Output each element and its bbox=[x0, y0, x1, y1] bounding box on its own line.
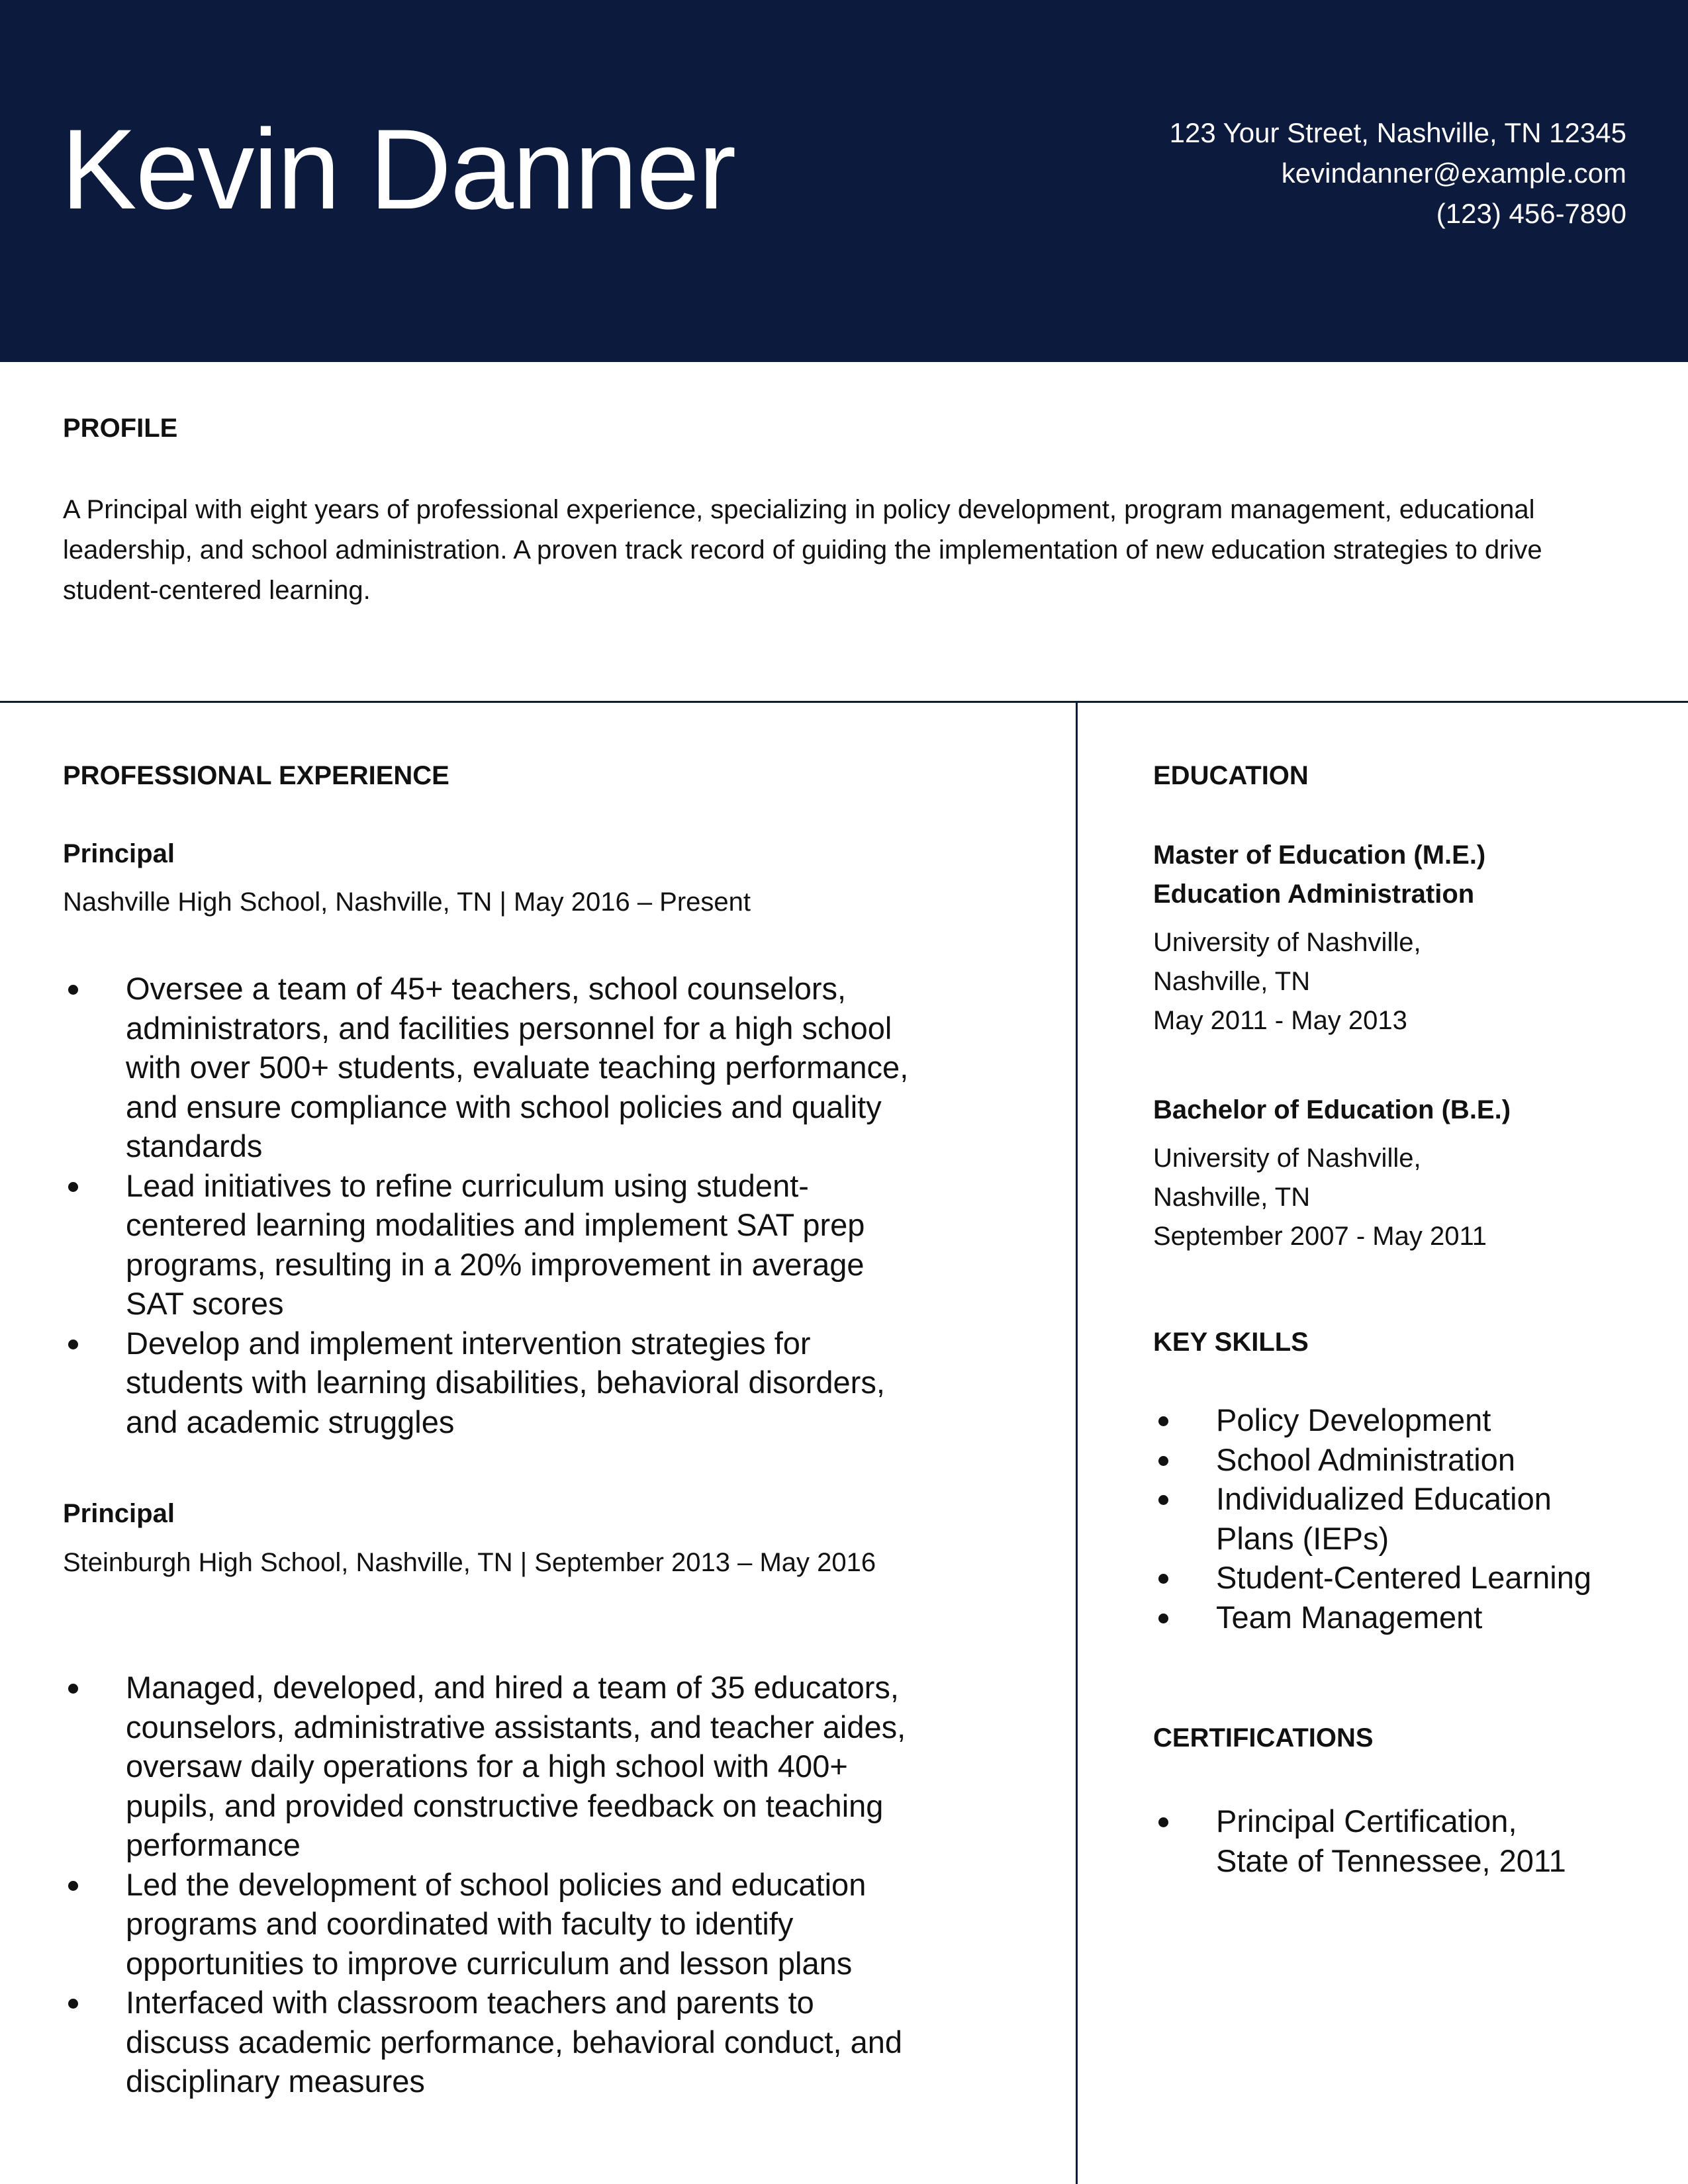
profile-text: A Principal with eight years of professional experience, specializing in policy development, program management, educational leadership, and school administration. A proven track record of guiding the implementation of new education strategies to drive student-centered learning. bbox=[63, 495, 1542, 605]
list-item: Interfaced with classroom teachers and parents to discuss academic performance, behavioral conduct, and disciplinary measures bbox=[63, 1983, 917, 2101]
certifications-heading: CERTIFICATIONS bbox=[1153, 1723, 1374, 1752]
degree-title: Master of Education (M.E.) bbox=[1153, 841, 1486, 870]
degree-school: University of Nashville, bbox=[1153, 928, 1421, 957]
phone: (123) 456-7890 bbox=[1436, 198, 1626, 229]
degree-location: Nashville, TN bbox=[1153, 1183, 1311, 1212]
degree-school: University of Nashville, bbox=[1153, 1144, 1421, 1173]
header-banner bbox=[0, 0, 1688, 362]
list-item: Led the development of school policies and education programs and coordinated with faculty to identify opportunities to improve curriculum and lesson plans bbox=[63, 1865, 917, 1983]
skills-heading: KEY SKILLS bbox=[1153, 1328, 1309, 1357]
job-bullets bbox=[63, 969, 917, 1441]
list-item: Team Management bbox=[1153, 1598, 1630, 1637]
list-item: Student-Centered Learning bbox=[1153, 1558, 1630, 1598]
email: kevindanner@example.com bbox=[1281, 158, 1626, 189]
degree-location: Nashville, TN bbox=[1153, 967, 1311, 996]
degree-field: Education Administration bbox=[1153, 880, 1475, 909]
list-item: Policy Development bbox=[1153, 1400, 1630, 1440]
job-details: Steinburgh High School, Nashville, TN | September 2013 – May 2016 bbox=[63, 1548, 876, 1577]
education-heading: EDUCATION bbox=[1153, 761, 1309, 790]
list-item: Develop and implement intervention strategies for students with learning disabilities, behavioral disorders, and academic struggles bbox=[63, 1324, 917, 1442]
address: 123 Your Street, Nashville, TN 12345 bbox=[1169, 117, 1626, 148]
certifications-list bbox=[1153, 1801, 1577, 1880]
job-title: Principal bbox=[63, 839, 175, 868]
job-bullets bbox=[63, 1668, 917, 2101]
list-item: Individualized Education Plans (IEPs) bbox=[1153, 1479, 1630, 1558]
degree-dates: September 2007 - May 2011 bbox=[1153, 1222, 1487, 1251]
job-details: Nashville High School, Nashville, TN | May 2016 – Present bbox=[63, 887, 751, 917]
list-item: Lead initiatives to refine curriculum using student-centered learning modalities and implement SAT prep programs, resulting in a 20% improvement in average SAT scores bbox=[63, 1166, 917, 1324]
contact-info bbox=[1170, 113, 1626, 234]
list-item: Managed, developed, and hired a team of 35 educators, counselors, administrative assistants, and teacher aides, oversaw daily operations for a high school with 400+ pupils, and provided constructive feedback on teaching performance bbox=[63, 1668, 917, 1865]
list-item: Oversee a team of 45+ teachers, school counselors, administrators, and facilities personnel for a high school with over 500+ students, evaluate teaching performance, and ensure compliance with school policies and quality standards bbox=[63, 969, 917, 1166]
profile-heading: PROFILE bbox=[63, 414, 178, 443]
horizontal-divider bbox=[0, 701, 1688, 703]
degree-dates: May 2011 - May 2013 bbox=[1153, 1006, 1407, 1035]
experience-heading: PROFESSIONAL EXPERIENCE bbox=[63, 761, 449, 790]
list-item: Principal Certification, State of Tennessee, 2011 bbox=[1153, 1801, 1577, 1880]
vertical-divider bbox=[1076, 702, 1078, 2184]
candidate-name: Kevin Danner bbox=[61, 106, 735, 233]
degree-title: Bachelor of Education (B.E.) bbox=[1153, 1095, 1511, 1124]
list-item: School Administration bbox=[1153, 1440, 1630, 1480]
job-title: Principal bbox=[63, 1499, 175, 1528]
skills-list bbox=[1153, 1400, 1630, 1637]
